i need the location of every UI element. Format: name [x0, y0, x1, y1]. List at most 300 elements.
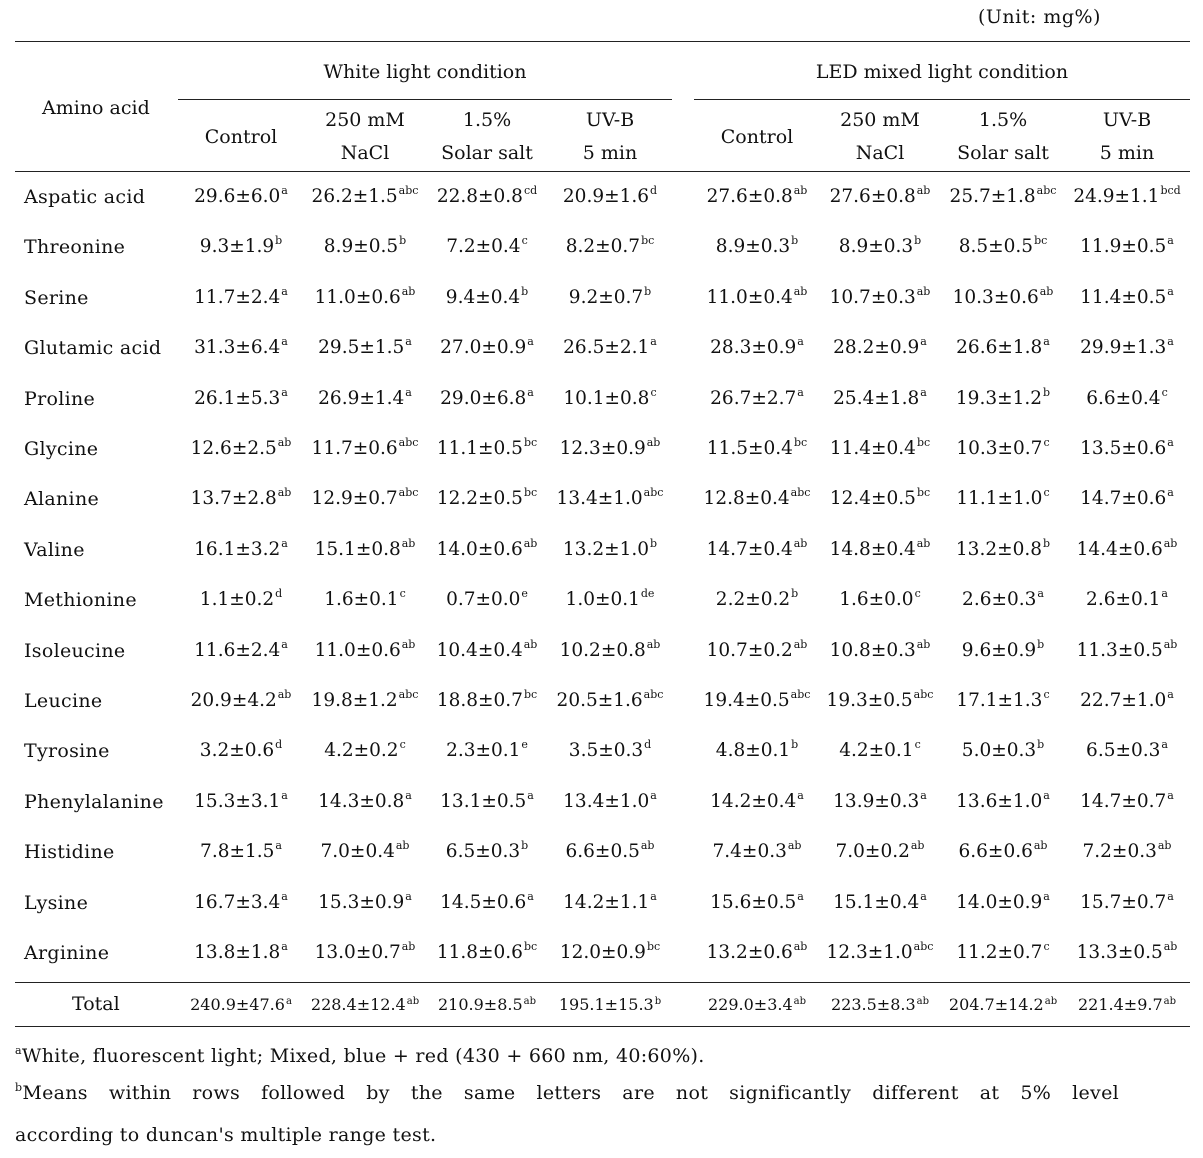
treatment-header-line2: Solar salt	[957, 142, 1049, 164]
significance-letters: abc	[643, 688, 664, 701]
significance-letters: abc	[398, 688, 419, 701]
cell-value: 4.2±0.1	[839, 740, 914, 761]
cell-value: 5.0±0.3	[961, 740, 1037, 761]
cell-value: 26.2±1.5	[311, 186, 398, 207]
table-cell	[535, 589, 685, 610]
footnote-a-mark: a	[15, 1044, 22, 1057]
cell-value: 14.3±0.8	[318, 791, 405, 812]
amino-acid-name: Glycine	[24, 438, 99, 460]
significance-letters: b	[791, 587, 799, 600]
significance-letters: ab	[1039, 285, 1054, 298]
cell-value: 8.9±0.3	[838, 236, 914, 257]
significance-letters: a	[281, 184, 288, 197]
significance-letters: a	[1167, 234, 1174, 247]
significance-letters: ab	[523, 996, 537, 1007]
cell-value: 6.6±0.6	[958, 841, 1033, 862]
cell-value: 7.4±0.3	[712, 841, 787, 862]
cell-value: 14.8±0.4	[829, 539, 916, 560]
cell-value: 221.4±9.7	[1077, 995, 1163, 1014]
cell-value: 11.9±0.5	[1080, 236, 1167, 257]
cell-value: 12.0±0.9	[559, 942, 646, 963]
significance-letters: ab	[787, 839, 802, 852]
significance-letters: a	[920, 386, 927, 399]
significance-letters: ab	[277, 486, 292, 499]
significance-letters: abc	[398, 184, 419, 197]
cell-value: 12.3±0.9	[559, 438, 646, 459]
significance-letters: a	[797, 789, 804, 802]
significance-letters: a	[1043, 335, 1050, 348]
table-cell	[1052, 388, 1202, 409]
significance-letters: ab	[401, 638, 416, 651]
significance-letters: c	[521, 234, 528, 247]
significance-letters: abc	[913, 688, 934, 701]
significance-letters: ab	[793, 996, 807, 1007]
amino-acid-name: Glutamic acid	[24, 337, 162, 359]
cell-value: 3.2±0.6	[199, 740, 275, 761]
cell-value: 8.9±0.5	[323, 236, 399, 257]
cell-value: 25.7±1.8	[949, 186, 1036, 207]
significance-letters: a	[405, 335, 412, 348]
significance-letters: c	[914, 738, 921, 751]
amino-acid-name: Alanine	[24, 488, 100, 510]
cell-value: 6.5±0.3	[1086, 740, 1161, 761]
cell-value: 13.2±0.8	[955, 539, 1043, 560]
significance-letters: b	[914, 234, 922, 247]
significance-letters: bc	[793, 436, 808, 449]
cell-value: 0.7±0.0	[446, 589, 521, 610]
significance-letters: abc	[398, 436, 419, 449]
cell-value: 14.7±0.7	[1080, 791, 1167, 812]
significance-letters: abc	[913, 940, 934, 953]
cell-value: 12.8±0.4	[703, 488, 790, 509]
significance-letters: ab	[395, 839, 410, 852]
footnote-b-mark: b	[15, 1081, 23, 1094]
significance-letters: c	[399, 587, 406, 600]
significance-letters: c	[914, 587, 921, 600]
cell-value: 8.2±0.7	[565, 236, 641, 257]
cell-value: 28.3±0.9	[710, 337, 797, 358]
table-cell	[1052, 287, 1202, 308]
cell-value: 12.9±0.7	[311, 488, 398, 509]
table-cell	[1052, 488, 1202, 509]
table-cell	[1052, 438, 1202, 459]
cell-value: 10.3±0.7	[956, 438, 1043, 459]
cell-value: 11.0±0.4	[706, 287, 793, 308]
table-cell	[535, 791, 685, 812]
cell-value: 29.0±6.8	[440, 388, 527, 409]
cell-value: 3.5±0.3	[568, 740, 644, 761]
cell-value: 11.8±0.6	[436, 942, 523, 963]
significance-letters: a	[527, 890, 534, 903]
significance-letters: b	[1037, 738, 1045, 751]
cell-value: 14.2±0.4	[710, 791, 797, 812]
table-cell	[535, 942, 685, 963]
cell-value: 1.1±0.2	[199, 589, 275, 610]
cell-value: 25.4±1.8	[833, 388, 920, 409]
significance-letters: a	[650, 789, 657, 802]
treatment-header-line1: 1.5%	[462, 109, 512, 131]
cell-value: 195.1±15.3	[558, 995, 654, 1014]
significance-letters: ab	[646, 638, 661, 651]
table-cell	[1052, 236, 1202, 257]
cell-value: 27.6±0.8	[829, 186, 916, 207]
cell-value: 29.9±1.3	[1080, 337, 1167, 358]
cell-value: 11.1±0.5	[436, 438, 523, 459]
significance-letters: ab	[1163, 996, 1177, 1007]
significance-letters: bc	[1034, 234, 1048, 247]
total-top-rule	[15, 982, 1190, 983]
significance-letters: bc	[646, 940, 661, 953]
treatment-header-line1: Control	[720, 126, 794, 148]
amino-acid-header: Amino acid	[42, 97, 150, 119]
table-cell	[1052, 791, 1202, 812]
cell-value: 15.3±0.9	[318, 892, 405, 913]
significance-letters: ab	[1163, 940, 1178, 953]
table-cell	[1052, 995, 1202, 1014]
treatment-header-line2: 5 min	[582, 142, 638, 164]
cell-value: 13.9±0.3	[833, 791, 920, 812]
cell-value: 13.2±0.6	[706, 942, 793, 963]
footnote-b-text-line1: Means within rows followed by the same letters are not significantly different at 5% level	[22, 1082, 1119, 1104]
cell-value: 20.9±4.2	[190, 690, 277, 711]
significance-letters: ab	[1044, 996, 1058, 1007]
significance-letters: a	[285, 996, 292, 1007]
table-cell	[535, 236, 685, 257]
significance-letters: a	[797, 890, 804, 903]
treatment-header-line1: 250 mM	[840, 109, 920, 131]
cell-value: 8.9±0.3	[715, 236, 791, 257]
significance-letters: b	[1043, 537, 1051, 550]
cell-value: 24.9±1.1	[1073, 186, 1160, 207]
significance-letters: ab	[277, 436, 292, 449]
cell-value: 13.4±1.0	[563, 791, 650, 812]
significance-letters: ab	[910, 839, 925, 852]
cell-value: 11.5±0.4	[706, 438, 793, 459]
table-cell	[1052, 892, 1202, 913]
cell-value: 2.6±0.3	[962, 589, 1037, 610]
group-header-led: LED mixed light condition	[815, 61, 1069, 83]
significance-letters: bc	[916, 486, 931, 499]
significance-letters: e	[521, 738, 528, 751]
table-cell	[1052, 337, 1202, 358]
group-header-white: White light condition	[323, 61, 527, 83]
cell-value: 27.6±0.8	[706, 186, 793, 207]
significance-letters: ab	[523, 638, 538, 651]
table-cell	[535, 892, 685, 913]
cell-value: 2.2±0.2	[715, 589, 791, 610]
significance-letters: b	[1043, 386, 1051, 399]
cell-value: 20.9±1.6	[562, 186, 650, 207]
amino-acid-name: Histidine	[24, 841, 115, 863]
cell-value: 26.5±2.1	[563, 337, 650, 358]
significance-letters: a	[1161, 587, 1168, 600]
cell-value: 14.7±0.6	[1080, 488, 1167, 509]
significance-letters: c	[1043, 940, 1050, 953]
cell-value: 19.3±0.5	[826, 690, 913, 711]
significance-letters: ab	[401, 537, 416, 550]
significance-letters: ab	[793, 184, 808, 197]
cell-value: 1.6±0.1	[324, 589, 399, 610]
cell-value: 4.8±0.1	[715, 740, 791, 761]
significance-letters: b	[1037, 638, 1045, 651]
significance-letters: a	[281, 940, 288, 953]
cell-value: 11.4±0.4	[829, 438, 916, 459]
cell-value: 228.4±12.4	[310, 995, 406, 1014]
cell-value: 9.2±0.7	[568, 287, 644, 308]
cell-value: 12.6±2.5	[190, 438, 277, 459]
cell-value: 13.2±1.0	[562, 539, 650, 560]
significance-letters: a	[281, 285, 288, 298]
significance-letters: ab	[401, 285, 416, 298]
cell-value: 11.7±0.6	[311, 438, 398, 459]
significance-letters: a	[650, 335, 657, 348]
significance-letters: a	[527, 386, 534, 399]
table-cell	[535, 488, 685, 509]
table-cell	[535, 539, 685, 560]
cell-value: 19.8±1.2	[311, 690, 398, 711]
significance-letters: abc	[790, 688, 811, 701]
amino-acid-name: Valine	[24, 539, 85, 561]
significance-letters: a	[1037, 587, 1044, 600]
significance-letters: d	[275, 587, 283, 600]
treatment-header-line1: UV-B	[1102, 109, 1152, 131]
significance-letters: abc	[1036, 184, 1057, 197]
significance-letters: bcd	[1160, 184, 1181, 197]
cell-value: 16.1±3.2	[194, 539, 281, 560]
significance-letters: ab	[916, 285, 931, 298]
header-bottom-rule	[15, 171, 1190, 172]
significance-letters: a	[1167, 486, 1174, 499]
amino-acid-name: Leucine	[24, 690, 103, 712]
significance-letters: b	[275, 234, 283, 247]
significance-letters: ab	[1163, 638, 1178, 651]
cell-value: 16.7±3.4	[194, 892, 281, 913]
significance-letters: a	[281, 890, 288, 903]
significance-letters: cd	[523, 184, 538, 197]
significance-letters: de	[640, 587, 655, 600]
cell-value: 19.3±1.2	[955, 388, 1043, 409]
cell-value: 204.7±14.2	[948, 995, 1044, 1014]
significance-letters: b	[650, 537, 658, 550]
cell-value: 28.2±0.9	[833, 337, 920, 358]
significance-letters: abc	[790, 486, 811, 499]
cell-value: 2.3±0.1	[446, 740, 521, 761]
significance-letters: a	[405, 386, 412, 399]
cell-value: 13.3±0.5	[1076, 942, 1163, 963]
cell-value: 13.7±2.8	[190, 488, 277, 509]
cell-value: 11.4±0.5	[1080, 287, 1167, 308]
significance-letters: ab	[401, 940, 416, 953]
table-cell	[1052, 186, 1202, 207]
table-cell	[535, 337, 685, 358]
table-cell	[535, 690, 685, 711]
significance-letters: d	[275, 738, 283, 751]
group-underline-white	[178, 99, 672, 100]
cell-value: 11.6±2.4	[194, 640, 281, 661]
significance-letters: abc	[398, 486, 419, 499]
significance-letters: a	[405, 890, 412, 903]
treatment-header-line1: UV-B	[585, 109, 635, 131]
cell-value: 13.6±1.0	[956, 791, 1043, 812]
table-cell	[535, 438, 685, 459]
significance-letters: b	[399, 234, 407, 247]
amino-acid-name: Lysine	[24, 892, 89, 914]
significance-letters: ab	[277, 688, 292, 701]
cell-value: 11.2±0.7	[956, 942, 1043, 963]
cell-value: 26.9±1.4	[318, 388, 405, 409]
table-cell	[535, 995, 685, 1014]
significance-letters: ab	[793, 285, 808, 298]
table-cell	[1052, 690, 1202, 711]
cell-value: 15.6±0.5	[710, 892, 797, 913]
significance-letters: a	[527, 789, 534, 802]
cell-value: 14.7±0.4	[706, 539, 793, 560]
cell-value: 9.6±0.9	[961, 640, 1037, 661]
cell-value: 14.0±0.6	[436, 539, 523, 560]
significance-letters: a	[920, 890, 927, 903]
significance-letters: c	[650, 386, 657, 399]
significance-letters: a	[797, 386, 804, 399]
significance-letters: e	[521, 587, 528, 600]
cell-value: 10.3±0.6	[952, 287, 1039, 308]
significance-letters: a	[920, 789, 927, 802]
cell-value: 11.1±1.0	[956, 488, 1043, 509]
cell-value: 229.0±3.4	[707, 995, 793, 1014]
cell-value: 223.5±8.3	[830, 995, 916, 1014]
cell-value: 22.8±0.8	[436, 186, 523, 207]
cell-value: 26.7±2.7	[710, 388, 797, 409]
significance-letters: a	[920, 335, 927, 348]
amino-acid-name: Phenylalanine	[24, 791, 164, 813]
cell-value: 210.9±8.5	[437, 995, 523, 1014]
treatment-header-line2: NaCl	[340, 142, 390, 164]
table-bottom-rule	[15, 1026, 1190, 1027]
cell-value: 6.5±0.3	[445, 841, 521, 862]
significance-letters: ab	[1163, 537, 1178, 550]
treatment-header-line1: 250 mM	[325, 109, 405, 131]
cell-value: 4.2±0.2	[324, 740, 399, 761]
significance-letters: a	[1167, 335, 1174, 348]
cell-value: 1.0±0.1	[565, 589, 640, 610]
treatment-header-line2: Solar salt	[441, 142, 533, 164]
cell-value: 22.7±1.0	[1080, 690, 1167, 711]
cell-value: 10.2±0.8	[559, 640, 646, 661]
cell-value: 15.1±0.4	[833, 892, 920, 913]
cell-value: 15.7±0.7	[1080, 892, 1167, 913]
cell-value: 14.2±1.1	[563, 892, 650, 913]
table-top-rule	[15, 41, 1190, 42]
significance-letters: a	[1167, 285, 1174, 298]
significance-letters: a	[1043, 789, 1050, 802]
significance-letters: a	[281, 386, 288, 399]
significance-letters: b	[791, 738, 799, 751]
significance-letters: a	[275, 839, 282, 852]
significance-letters: ab	[640, 839, 655, 852]
significance-letters: b	[644, 285, 652, 298]
footnote-b-line1	[15, 1082, 1119, 1104]
significance-letters: ab	[793, 638, 808, 651]
cell-value: 2.6±0.1	[1086, 589, 1161, 610]
significance-letters: c	[1043, 486, 1050, 499]
table-cell	[1052, 589, 1202, 610]
significance-letters: a	[1167, 436, 1174, 449]
cell-value: 9.3±1.9	[199, 236, 275, 257]
amino-acid-name: Aspatic acid	[24, 186, 146, 208]
cell-value: 13.8±1.8	[194, 942, 281, 963]
significance-letters: bc	[523, 486, 538, 499]
amino-acid-name: Tyrosine	[24, 740, 110, 762]
cell-value: 14.0±0.9	[956, 892, 1043, 913]
significance-letters: a	[281, 638, 288, 651]
amino-acid-name: Proline	[24, 388, 96, 410]
significance-letters: a	[405, 789, 412, 802]
amino-acid-name: Isoleucine	[24, 640, 126, 662]
significance-letters: c	[399, 738, 406, 751]
significance-letters: bc	[523, 940, 538, 953]
cell-value: 1.6±0.0	[839, 589, 914, 610]
cell-value: 7.2±0.4	[446, 236, 521, 257]
cell-value: 240.9±47.6	[190, 995, 285, 1014]
significance-letters: bc	[523, 688, 538, 701]
significance-letters: ab	[793, 940, 808, 953]
significance-letters: a	[281, 789, 288, 802]
significance-letters: a	[1167, 890, 1174, 903]
cell-value: 7.0±0.4	[320, 841, 395, 862]
significance-letters: c	[1161, 386, 1168, 399]
significance-letters: ab	[916, 638, 931, 651]
cell-value: 13.1±0.5	[440, 791, 527, 812]
cell-value: 29.6±6.0	[194, 186, 281, 207]
amino-acid-name: Serine	[24, 287, 89, 309]
cell-value: 11.0±0.6	[314, 287, 401, 308]
table-cell	[535, 640, 685, 661]
significance-letters: d	[650, 184, 658, 197]
cell-value: 14.4±0.6	[1076, 539, 1163, 560]
significance-letters: a	[1043, 890, 1050, 903]
treatment-header-line2: NaCl	[855, 142, 905, 164]
significance-letters: b	[654, 996, 662, 1007]
table-cell	[1052, 740, 1202, 761]
significance-letters: b	[791, 234, 799, 247]
table-cell	[535, 186, 685, 207]
significance-letters: a	[650, 890, 657, 903]
cell-value: 10.8±0.3	[829, 640, 916, 661]
cell-value: 31.3±6.4	[194, 337, 281, 358]
amino-acid-name: Methionine	[24, 589, 137, 611]
cell-value: 18.8±0.7	[436, 690, 523, 711]
table-cell	[1052, 539, 1202, 560]
significance-letters: a	[527, 335, 534, 348]
significance-letters: ab	[1157, 839, 1172, 852]
cell-value: 11.0±0.6	[314, 640, 401, 661]
significance-letters: ab	[1033, 839, 1048, 852]
total-label: Total	[72, 993, 120, 1015]
significance-letters: a	[1161, 738, 1168, 751]
cell-value: 26.6±1.8	[956, 337, 1043, 358]
cell-value: 12.3±1.0	[826, 942, 913, 963]
cell-value: 7.8±1.5	[200, 841, 275, 862]
cell-value: 9.4±0.4	[445, 287, 521, 308]
significance-letters: d	[644, 738, 652, 751]
significance-letters: ab	[916, 996, 930, 1007]
significance-letters: bc	[641, 234, 655, 247]
cell-value: 10.1±0.8	[563, 388, 650, 409]
table-cell	[1052, 942, 1202, 963]
significance-letters: a	[281, 537, 288, 550]
cell-value: 17.1±1.3	[956, 690, 1043, 711]
significance-letters: ab	[916, 537, 931, 550]
significance-letters: a	[1167, 688, 1174, 701]
